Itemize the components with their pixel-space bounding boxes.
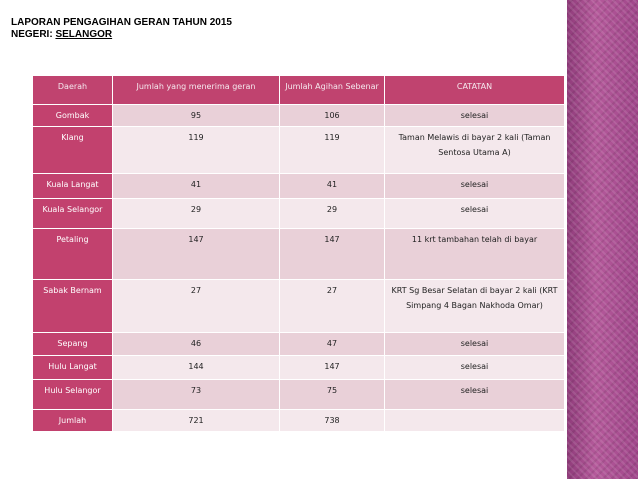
report-title: LAPORAN PENGAGIHAN GERAN TAHUN 2015 <box>11 17 232 28</box>
table-row <box>33 280 565 333</box>
cell-agihan: 41 <box>280 174 385 199</box>
header-jumlah-agihan: Jumlah Agihan Sebenar <box>280 76 385 105</box>
cell-menerima: 95 <box>113 105 280 127</box>
table-total-row <box>33 410 565 432</box>
cell-menerima: 27 <box>113 280 280 333</box>
cell-menerima: 144 <box>113 356 280 380</box>
table-row <box>33 380 565 410</box>
cell-menerima: 147 <box>113 229 280 280</box>
cell-agihan: 106 <box>280 105 385 127</box>
cell-agihan: 75 <box>280 380 385 410</box>
header-jumlah-menerima: Jumlah yang menerima geran <box>113 76 280 105</box>
cell-agihan: 29 <box>280 199 385 229</box>
cell-daerah: Petaling <box>33 229 113 280</box>
state-label: NEGERI: <box>11 29 56 40</box>
cell-catatan: selesai <box>385 174 565 199</box>
grant-distribution-table <box>32 75 565 432</box>
table-row <box>33 333 565 356</box>
table-row <box>33 127 565 174</box>
cell-catatan: selesai <box>385 380 565 410</box>
decorative-side-bar <box>567 0 638 479</box>
cell-agihan: 119 <box>280 127 385 174</box>
cell-agihan: 47 <box>280 333 385 356</box>
cell-menerima: 29 <box>113 199 280 229</box>
cell-agihan: 738 <box>280 410 385 432</box>
cell-daerah: Hulu Langat <box>33 356 113 380</box>
cell-daerah: Sepang <box>33 333 113 356</box>
cell-menerima: 46 <box>113 333 280 356</box>
header-daerah: Daerah <box>33 76 113 105</box>
table-row <box>33 174 565 199</box>
cell-daerah: Kuala Selangor <box>33 199 113 229</box>
cell-daerah: Hulu Selangor <box>33 380 113 410</box>
cell-menerima: 41 <box>113 174 280 199</box>
cell-catatan: selesai <box>385 105 565 127</box>
cell-catatan: selesai <box>385 199 565 229</box>
cell-catatan <box>385 410 565 432</box>
cell-daerah: Kuala Langat <box>33 174 113 199</box>
state-line <box>11 29 232 41</box>
cell-menerima: 119 <box>113 127 280 174</box>
table-row <box>33 356 565 380</box>
cell-daerah: Gombak <box>33 105 113 127</box>
cell-daerah: Sabak Bernam <box>33 280 113 333</box>
cell-catatan: KRT Sg Besar Selatan di bayar 2 kali (KRT Simpang 4 Bagan Nakhoda Omar) <box>385 280 565 333</box>
cell-agihan: 147 <box>280 229 385 280</box>
table-row <box>33 105 565 127</box>
cell-menerima: 721 <box>113 410 280 432</box>
cell-daerah: Klang <box>33 127 113 174</box>
cell-agihan: 27 <box>280 280 385 333</box>
cell-catatan: 11 krt tambahan telah di bayar <box>385 229 565 280</box>
table-row <box>33 229 565 280</box>
header-catatan: CATATAN <box>385 76 565 105</box>
cell-catatan: Taman Melawis di bayar 2 kali (Taman Sentosa Utama A) <box>385 127 565 174</box>
cell-menerima: 73 <box>113 380 280 410</box>
cell-agihan: 147 <box>280 356 385 380</box>
cell-catatan: selesai <box>385 356 565 380</box>
table-row <box>33 199 565 229</box>
table-header-row <box>33 76 565 105</box>
cell-catatan: selesai <box>385 333 565 356</box>
state-name: SELANGOR <box>55 29 113 40</box>
report-title-block <box>11 17 232 41</box>
cell-daerah: Jumlah <box>33 410 113 432</box>
